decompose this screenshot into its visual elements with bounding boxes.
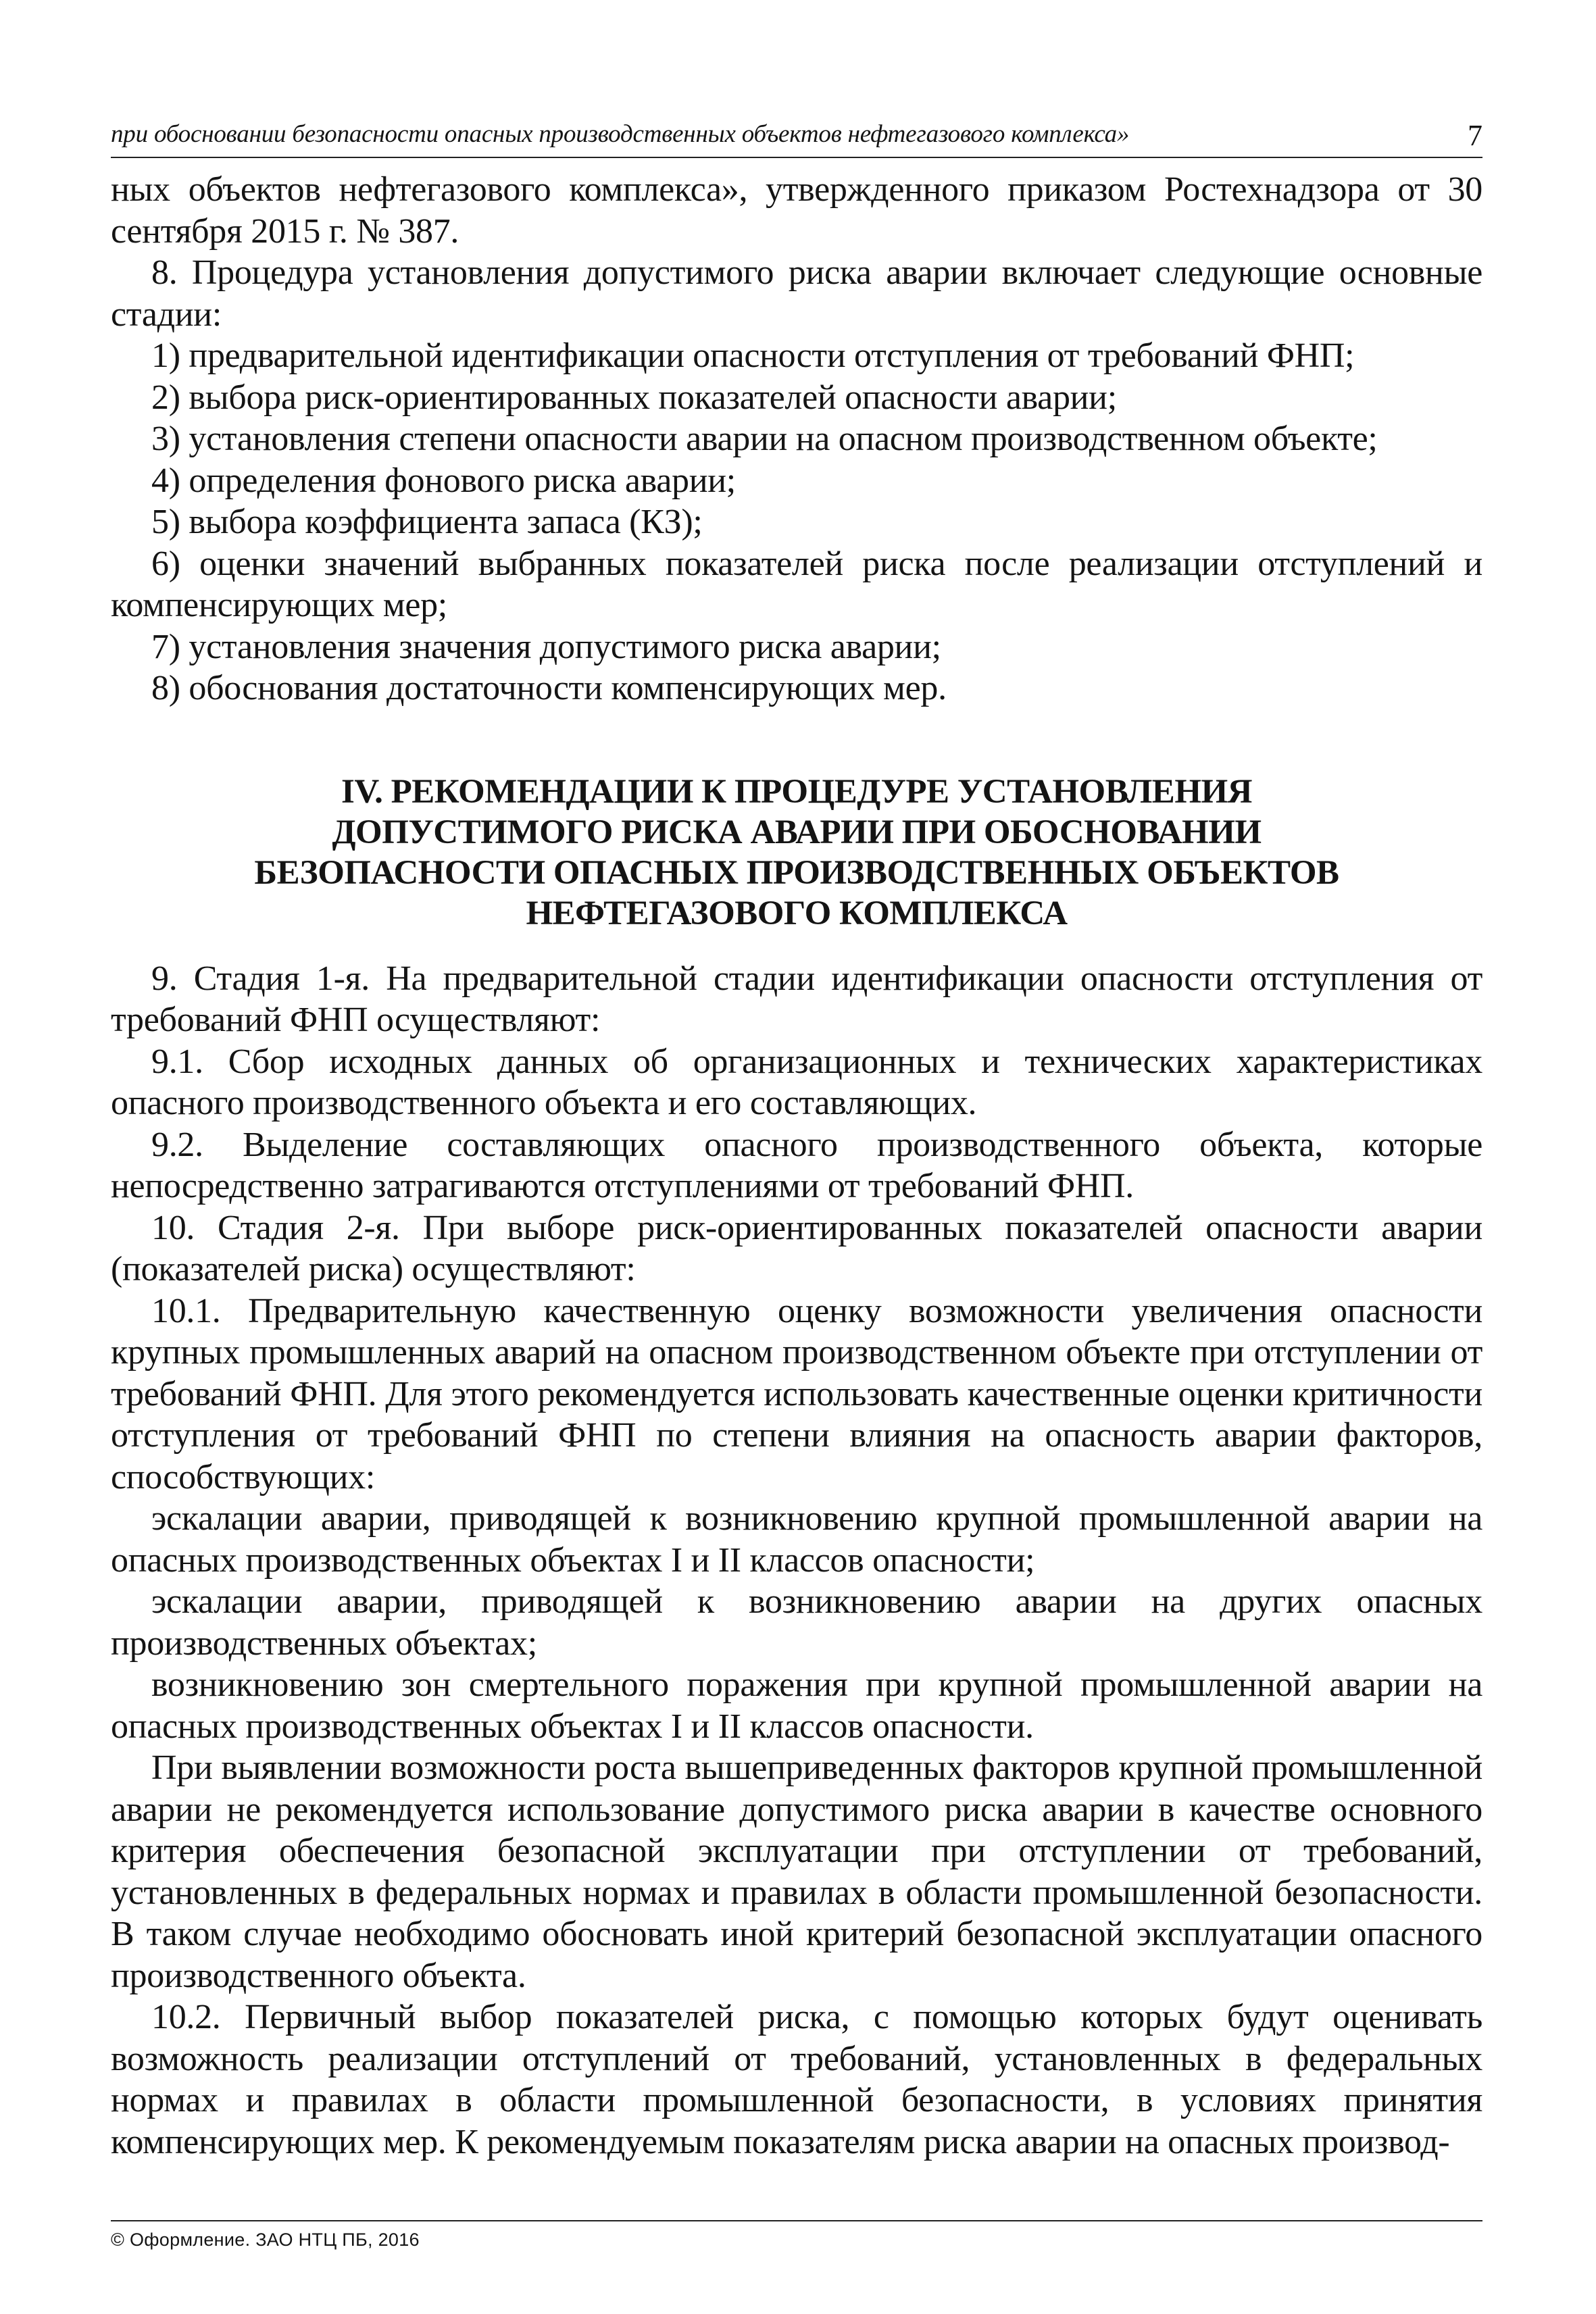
- list-item: эскалации аварии, приводящей к возникновению аварии на других опасных производственных объектах;: [111, 1582, 1482, 1663]
- document-body: [111, 169, 1482, 2163]
- running-header: [111, 115, 1482, 158]
- header-title: при обосновании безопасности опасных производственных объектов нефтегазового комплекса»: [111, 120, 1130, 148]
- stage-item: 5) выбора коэффициента запаса (КЗ);: [151, 503, 703, 541]
- section-heading: IV. РЕКОМЕНДАЦИИ К ПРОЦЕДУРЕ УСТАНОВЛЕНИЯ ДОПУСТИМОГО РИСКА АВАРИИ ПРИ ОБОСНОВАНИИ БЕЗОПАСНОСТИ ОПАСНЫХ ПРОИЗВОДСТВЕННЫХ ОБЪЕКТОВ НЕФТЕГАЗОВОГО КОМПЛЕКСА: [254, 772, 1339, 932]
- document-page: [111, 115, 1482, 2163]
- copyright-footer: © Оформление. ЗАО НТЦ ПБ, 2016: [111, 2220, 1482, 2250]
- paragraph: 9.2. Выделение составляющих опасного производственного объекта, которые непосредственно затрагиваются отступлениями от требований ФНП.: [111, 1125, 1482, 1205]
- paragraph: 9. Стадия 1-я. На предварительной стадии идентификации опасности отступления от требований ФНП осуществляют:: [111, 959, 1482, 1039]
- paragraph: При выявлении возможности роста вышеприведенных факторов крупной промышленной аварии не рекомендуется использование допустимого риска аварии в качестве основного критерия обеспечения безопасной эксплуатации при отступлении от требований, установленных в федеральных нормах и правилах в области промышленной безопасности. В таком случае необходимо обосновать иной критерий безопасной эксплуатации опасного производственного объекта.: [111, 1749, 1482, 1995]
- stage-item: 8) обоснования достаточности компенсирующих мер.: [151, 669, 947, 707]
- list-item: эскалации аварии, приводящей к возникновению крупной промышленной аварии на опасных производственных объектах I и II классов опасности;: [111, 1499, 1482, 1580]
- stage-item: 2) выбора риск-ориентированных показателей опасности аварии;: [151, 378, 1117, 417]
- stage-item: 6) оценки значений выбранных показателей риска после реализации отступлений и компенсирующих мер;: [111, 544, 1482, 624]
- paragraph: 10. Стадия 2-я. При выборе риск-ориентированных показателей опасности аварии (показателей риска) осуществляют:: [111, 1208, 1482, 1288]
- paragraph-continuation: ных объектов нефтегазового комплекса», утвержденного приказом Ростехнадзора от 30 сентября 2015 г. № 387.: [111, 170, 1482, 251]
- stage-item: 7) установления значения допустимого риска аварии;: [151, 627, 941, 666]
- paragraph: 10.1. Предварительную качественную оценку возможности увеличения опасности крупных промышленных аварий на опасном производственном объекте при отступлении от требований ФНП. Для этого рекомендуется использовать качественные оценки критичности отступления от требований ФНП по степени влияния на опасность аварии факторов, способствующих:: [111, 1291, 1482, 1496]
- stage-item: 3) установления степени опасности аварии на опасном производственном объекте;: [151, 420, 1378, 458]
- paragraph-procedure-lead: 8. Процедура установления допустимого риска аварии включает следующие основные стадии:: [111, 253, 1482, 334]
- paragraph: 9.1. Сбор исходных данных об организационных и технических характеристиках опасного производственного объекта и его составляющих.: [111, 1042, 1482, 1122]
- stage-item: 4) определения фонового риска аварии;: [151, 461, 736, 500]
- stage-item: 1) предварительной идентификации опасности отступления от требований ФНП;: [151, 336, 1355, 375]
- paragraph: 10.2. Первичный выбор показателей риска, с помощью которых будут оценивать возможность реализации отступлений от требований, установленных в федеральных нормах и правилах в области промышленной безопасности, в условиях принятия компенсирующих мер. К рекомендуемым показателям риска аварии на опасных производ-: [111, 1998, 1482, 2161]
- page-number: 7: [1468, 119, 1482, 152]
- list-item: возникновению зон смертельного поражения при крупной промышленной аварии на опасных производственных объектах I и II классов опасности.: [111, 1665, 1482, 1746]
